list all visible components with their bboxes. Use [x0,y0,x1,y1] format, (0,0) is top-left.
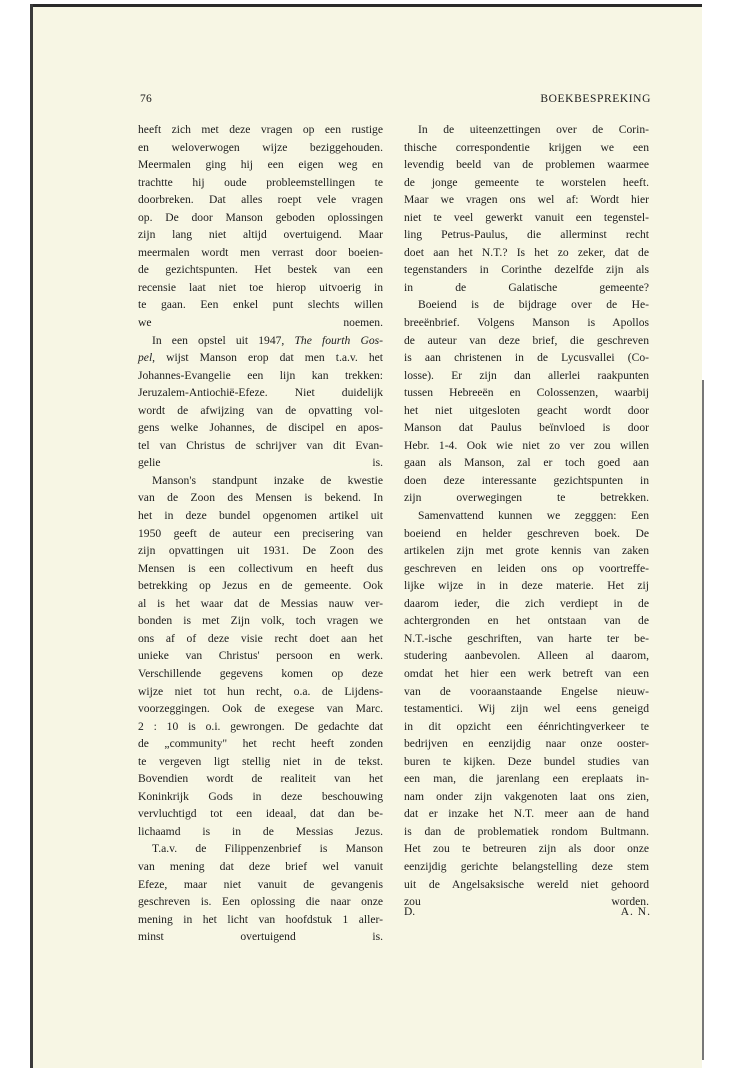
paragraph [138,472,383,840]
text-line: heeft zich met deze vragen op een rustige [138,123,383,136]
text-line: zijn opvattingen uit 1931. De Zoon des [138,544,383,558]
text-line: geschreven is. Een oplossing die naar onze [138,895,383,909]
text-line: al is het waar dat de Messias nauw ver- [138,596,383,610]
text-line: Johannes-Evangelie een lijn kan trekken: [138,368,383,382]
text-line: boeiend en helder geschreven boek. De [404,526,649,540]
text-line: Maar we vragen ons wel af: Wordt hier [404,193,649,207]
text-line: in dit opzicht een éénrichtingverkeer te [404,719,649,733]
text-line: is aan christenen in de Lycusvallei (Co- [404,351,649,365]
text-line: Het zou te betreuren zijn als door onze [404,842,649,856]
page-number: 76 [140,93,152,105]
paragraph [138,121,383,332]
text-line: N.T.-ische geschriften, van harte ter be- [404,631,649,645]
text-line: Efeze, maar niet vanuit de gevangenis [138,877,383,891]
text-line: gens welke Johannes, de discipel en apos- [138,421,383,435]
left-column [138,121,383,946]
text-line: nam onder zijn vakgenoten laat ons zien, [404,789,649,803]
text-line: unieke van Christus' persoon en werk. [138,649,383,663]
text-line: tel van Christus de schrijver van dit Evan- [138,438,383,452]
text-line: van de Zoon des Mensen is bekend. In [138,491,383,505]
text-line: het in deze bundel opgenomen artikel uit [138,509,383,523]
signature-initial-left: D. [404,906,416,918]
text-line: Samenvattend kunnen we zegggen: Een [418,509,649,523]
text-line: studering aanbevolen. Alleen al daarom, [404,649,649,663]
text-line: de auteur van deze brief, die geschreven [404,333,649,347]
text-line: lichaamd is in de Messias Jezus. [138,824,383,838]
text-line: Mensen is een collectivum en heeft dus [138,561,383,575]
text-line: bedrijven en eenzijdig naar onze ooster- [404,737,649,751]
text-line: geschreven en leiden ons op voortreffe- [404,561,649,575]
text-line: gelie is. [138,456,383,470]
text-line: Boeiend is de bijdrage over de He- [418,298,649,312]
text-line: pel, wijst Manson erop dat men t.a.v. het [138,351,383,365]
text-line: Koninkrijk Gods in deze beschouwing [138,789,383,803]
text-line: zijn lang niet altijd overtuigend. Maar [138,228,383,242]
text-line: Manson's standpunt inzake de kwestie [152,473,383,487]
paragraph [404,507,649,911]
text-line: niet te veel gewerkt vanuit een tegenstel- [404,210,649,224]
text-line: vervluchtigd tot een ideaal, dat dan be- [138,807,383,821]
right-column [404,121,649,911]
text-line: tussen Hebreeën en Colossenzen, waarbij [404,386,649,400]
text-line: doet aan het N.T.? Is het zo zeker, dat de [404,245,649,259]
text-line: achtergronden en het ontstaan van de [404,614,649,628]
text-line: we noemen. [138,316,383,330]
text-line: van mening dat deze brief wel vanuit [138,859,383,873]
paragraph [138,332,383,472]
text-line: T.a.v. de Filippenzenbrief is Manson [152,842,383,856]
text-line: levendig beeld van de problemen waarmee [404,158,649,172]
text-line: mening in het licht van hoofdstuk 1 aller- [138,912,383,926]
text-line: de jonge gemeente te worstelen heeft. [404,175,649,189]
text-line: In de uiteenzettingen over de Corin- [418,123,649,136]
paragraph [404,121,649,296]
text-line: ons af of deze visie recht doet aan het [138,631,383,645]
text-line: wordt de afwijzing van de opvatting vol- [138,403,383,417]
signature-initials-right: A. N. [620,906,651,918]
text-line: Jeruzalem-Antiochië-Efeze. Niet duidelijk [138,386,383,400]
text-line: in de Galatische gemeente? [404,280,649,294]
text-line: Bovendien wordt de realiteit van het [138,772,383,786]
text-line: de „community" het recht heeft zonden [138,737,383,751]
text-line: lijke wijze in in deze materie. Het zij [404,579,649,593]
text-line: trachtte hij oude probleemstellingen te [138,175,383,189]
text-line: ling Petrus-Paulus, die allerminst recht [404,228,649,242]
text-line: zou worden. [404,895,649,909]
text-line: een man, die jarenlang een ereplaats in- [404,772,649,786]
text-line: Verschillende gegevens komen op deze [138,666,383,680]
text-line: dat er inzake het N.T. meer aan de hand [404,807,649,821]
text-line: Manson dat Paulus beïnvloed is door [404,421,649,435]
text-line: uit de Angelsaksische wereld niet gehoord [404,877,649,891]
text-line: meermalen wordt men verrast door boeien- [138,245,383,259]
text-line: In een opstel uit 1947, The fourth Gos- [152,333,384,347]
text-line: Hebr. 1-4. Ook wie niet zo ver zou willen [404,438,649,452]
text-line: wijze niet tot hun recht, o.a. de Lijdens- [138,684,383,698]
text-line: op. De door Manson geboden oplossingen [138,210,383,224]
text-line: en weloverwogen wijze beziggehouden. [138,140,383,154]
text-line: artikelen zijn met grote kennis van zaken [404,544,649,558]
text-line: betrekking op Jezus en de gemeente. Ook [138,579,383,593]
text-line: bonden is met Zijn volk, toch vragen we [138,614,383,628]
text-line: is dan de problematiek rondom Bultmann. [404,824,649,838]
text-line: losse). Er zijn dan allerlei raakpunten [404,368,649,382]
text-line: minst overtuigend is. [138,930,383,944]
text-line: 2 : 10 is o.i. gewrongen. De gedachte dat [138,719,383,733]
running-title: BOEKBESPREKING [540,93,651,105]
text-line: de gezichtspunten. Het bestek van een [138,263,383,277]
text-line: voorzeggingen. Ook de exegese van Marc. [138,702,383,716]
text-line: daarom ieder, die zich verdiept in de [404,596,649,610]
text-line: tegenstanders in Corinthe dezelfde zijn als [404,263,649,277]
text-line: omdat het hier een werk betreft van een [404,666,649,680]
paragraph [138,840,383,945]
text-line: doorbreken. Dat alles roept vele vragen [138,193,383,207]
text-line: eenzijdig gerichte belangstelling deze stem [404,859,649,873]
text-line: te vergeven ligt stellig niet in de tekst. [138,754,383,768]
text-line: buren te kijken. Deze bundel studies van [404,754,649,768]
text-line: Meermalen ging hij een eigen weg en [138,158,383,172]
text-line: recensie laat niet toe hierop uitvoerig in [138,280,383,294]
text-line: 1950 geeft de auteur een precisering van [138,526,383,540]
scan-edge-right [702,380,704,1060]
text-line: van de vooraanstaande Engelse nieuw- [404,684,649,698]
text-line: thische correspondentie krijgen we een [404,140,649,154]
text-line: zijn overwegingen te betrekken. [404,491,649,505]
text-line: doen deze interessante gezichtspunten in [404,473,649,487]
text-line: gaan als Manson, zal er toch goed aan [404,456,649,470]
paragraph [404,296,649,507]
text-line: te gaan. Een enkel punt slechts willen [138,298,383,312]
text-line: testamentici. Wij zijn wel eens geneigd [404,702,649,716]
text-line: breeënbrief. Volgens Manson is Apollos [404,316,649,330]
text-line: het niet uitgesloten geacht wordt door [404,403,649,417]
